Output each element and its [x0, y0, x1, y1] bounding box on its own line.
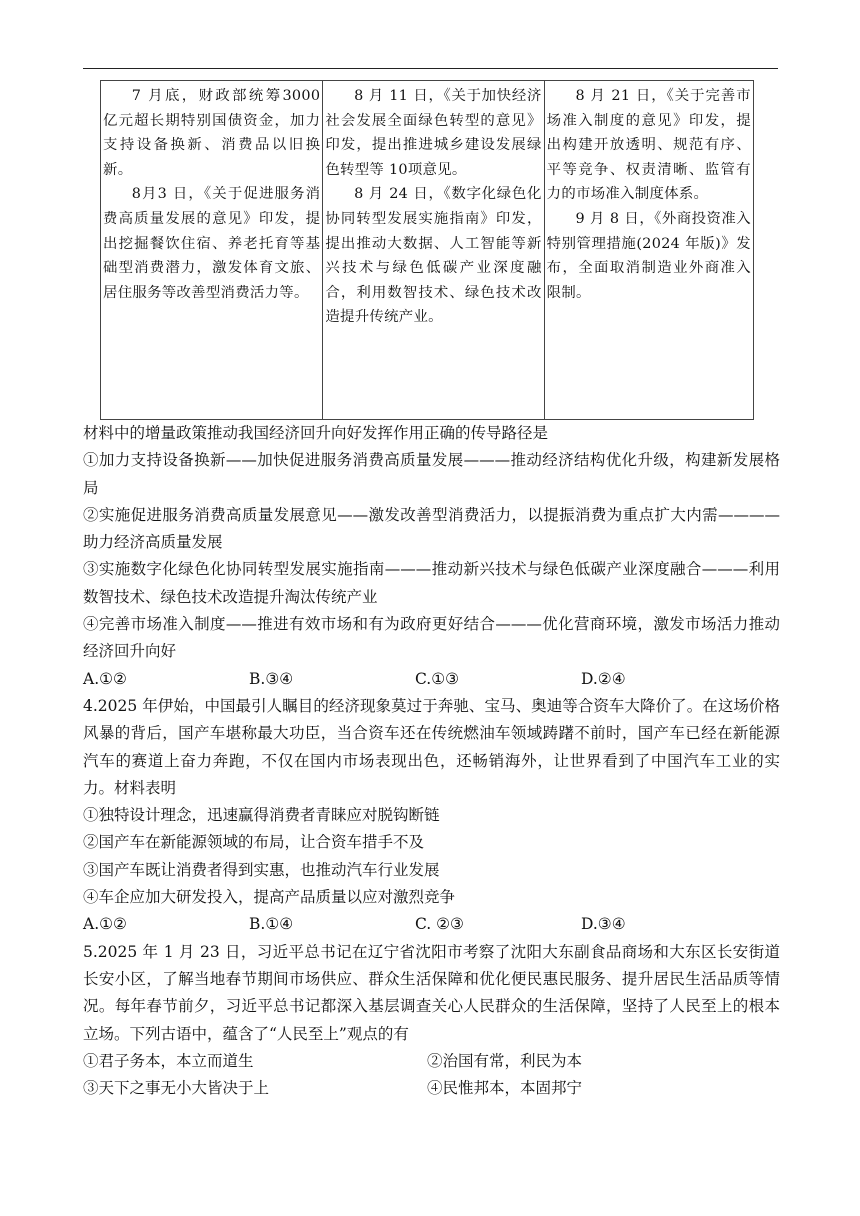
- table-paragraph: 9 月 8 日，《外商投资准入特别管理措施(2024 年版)》发布，全面取消制造业外商准入限制。: [546, 210, 751, 301]
- question-5-item: ②治国有常，利民为本: [427, 1051, 583, 1070]
- option-c[interactable]: C.①③: [415, 669, 460, 688]
- question-4-item: ①独特设计理念，迅速赢得消费者青睐应对脱钩断链: [83, 806, 440, 825]
- table-paragraph: 8 月 21 日，《关于完善市场准入制度的意见》印发，提出构建开放透明、规范有序、平等竞争、权责清晰、监管有力的市场准入制度体系。: [546, 88, 751, 203]
- question-4-options: [83, 911, 780, 938]
- question-4-item: ③国产车既让消费者得到实惠，也推动汽车行业发展: [83, 860, 440, 879]
- question-5-item: ①君子务本，本立而道生: [83, 1051, 254, 1070]
- option-a[interactable]: A.①②: [83, 915, 127, 934]
- question-5-item: ④民惟邦本，本固邦宁: [427, 1079, 583, 1098]
- table-column-1: [101, 81, 322, 419]
- question-3-item: ③实施数字化绿色化协同转型发展实施指南———推动新兴技术与绿色低碳产业深度融合———利用数智技术、绿色技术改造提升淘汰传统产业: [83, 560, 780, 606]
- question-4-item: ④车企应加大研发投入，提高产品质量以应对激烈竞争: [83, 888, 456, 907]
- question-5-items-row: [83, 1075, 780, 1102]
- policy-table: [100, 80, 754, 420]
- question-3-options: [83, 666, 780, 693]
- table-paragraph: 8月3 日，《关于促进服务消费高质量发展的意见》印发，提出挖掘餐饮住宿、养老托育等基础型消费潜力，激发体育文旅、居住服务等改善型消费活力等。: [103, 186, 321, 301]
- table-paragraph: 8 月 24 日，《数字化绿色化协同转型发展实施指南》印发，提出推动大数据、人工智能等新兴技术与绿色低碳产业深度融合，利用数智技术、绿色技术改造提升传统产业。: [325, 186, 542, 326]
- table-column-2: [322, 81, 543, 419]
- option-d[interactable]: D.②④: [581, 669, 626, 688]
- question-5-item: ③天下之事无小大皆决于上: [83, 1079, 270, 1098]
- question-body: [83, 420, 780, 1102]
- question-4-item: ②国产车在新能源领域的布局，让合资车措手不及: [83, 833, 425, 852]
- option-b[interactable]: B.③④: [249, 669, 294, 688]
- option-c[interactable]: C. ②③: [415, 915, 464, 934]
- question-5-items-row: [83, 1048, 780, 1075]
- option-d[interactable]: D.③④: [581, 915, 626, 934]
- question-3-stem: 材料中的增量政策推动我国经济回升向好发挥作用正确的传导路径是: [83, 424, 549, 442]
- question-3-item: ①加力支持设备换新——加快促进服务消费高质量发展———推动经济结构优化升级，构建新发展格局: [83, 451, 780, 497]
- question-3-item: ④完善市场准入制度——推进有效市场和有为政府更好结合———优化营商环境，激发市场活力推动经济回升向好: [83, 615, 780, 661]
- header-rule: [83, 68, 778, 69]
- table-paragraph: 8 月 11 日，《关于加快经济社会发展全面绿色转型的意见》印发，提出推进城乡建设发展绿色转型等 10项意见。: [325, 88, 542, 178]
- question-4-stem: 4.2025 年伊始，中国最引人瞩目的经济现象莫过于奔驰、宝马、奥迪等合资车大降价了。在这场价格风暴的背后，国产车堪称最大功臣，当合资车还在传统燃油车领域踌躇不前时，国产车已经在新能源汽车的赛道上奋力奔跑，不仅在国内市场表现出色，还畅销海外，让世界看到了中国汽车工业的实力。材料表明: [83, 696, 780, 797]
- option-a[interactable]: A.①②: [83, 669, 127, 688]
- question-3-item: ②实施促进服务消费高质量发展意见——激发改善型消费活力，以提振消费为重点扩大内需————助力经济高质量发展: [83, 505, 780, 552]
- table-paragraph: 7 月底，财政部统筹3000 亿元超长期特别国债资金，加力支持设备换新、消费品以旧换新。: [103, 88, 321, 178]
- question-5-stem: 5.2025 年 1 月 23 日，习近平总书记在辽宁省沈阳市考察了沈阳大东副食品商场和大东区长安街道长安小区，了解当地春节期间市场供应、群众生活保障和优化便民惠民服务、提升居民生活品质等情况。每年春节前夕，习近平总书记都深入基层调查关心人民群众的生活保障，坚持了人民至上的根本立场。下列古语中，蕴含了“人民至上”观点的有: [83, 942, 780, 1043]
- table-column-3: [544, 81, 753, 419]
- option-b[interactable]: B.①④: [249, 915, 294, 934]
